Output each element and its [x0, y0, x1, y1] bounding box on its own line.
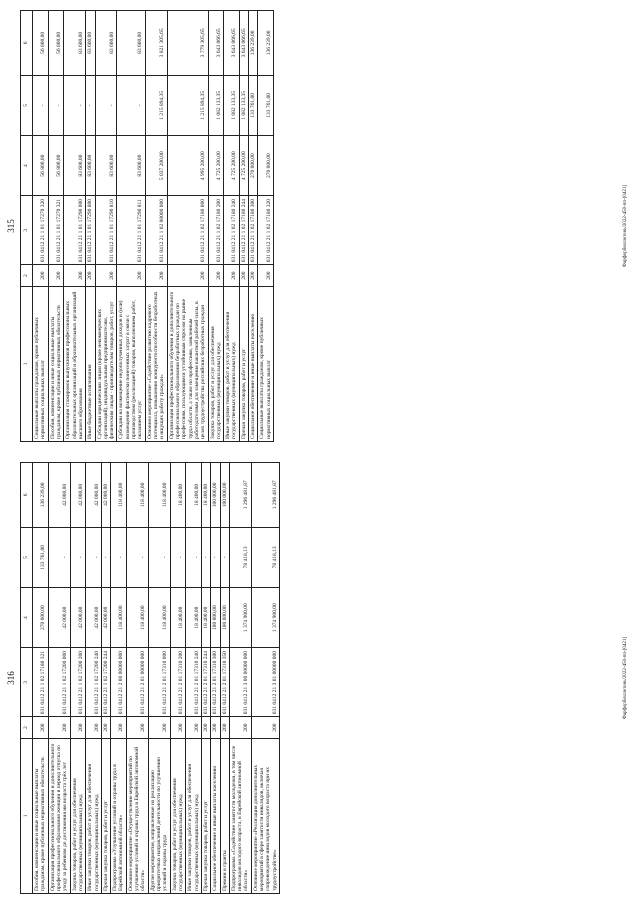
- rotated-page-content: [0, 0, 636, 452]
- remaining-amount-cell: 136 239,00: [258, 11, 274, 76]
- planned-amount-cell: 270 000,00: [258, 136, 274, 196]
- item-name-cell: Социальные выплаты гражданам, кроме публичных нормативных социальных выплат: [33, 286, 49, 441]
- planned-amount-cell: 118 400,00: [126, 588, 148, 648]
- item-name-cell: Основное мероприятие «Осуществление мероприятий по улучшению условий и охраны труда в Еврейской автономной области»: [126, 738, 148, 893]
- column-header: 1: [21, 286, 33, 441]
- remaining-amount-cell: 18 400,00: [201, 463, 210, 528]
- table-row: [117, 11, 145, 442]
- remaining-amount-cell: 56 800,00: [33, 11, 49, 76]
- section-code-cell: 200: [249, 265, 258, 287]
- table-header-row: [21, 11, 33, 442]
- planned-amount-cell: 42 000,00: [86, 588, 102, 648]
- table-row: [33, 463, 49, 894]
- table-row: [101, 463, 110, 894]
- planned-amount-cell: 56 800,00: [48, 136, 64, 196]
- budget-code-cell: 031 0412 21 1 02 17180 320: [258, 196, 274, 265]
- section-code-cell: 200: [220, 717, 229, 739]
- remaining-amount-cell: 1 296 481,87: [251, 463, 279, 528]
- section-code-cell: 200: [258, 265, 274, 287]
- item-name-cell: Социальное обеспечение и иные выплаты населению: [249, 286, 258, 441]
- table-header-row: [21, 463, 33, 894]
- remaining-amount-cell: 118 400,00: [126, 463, 148, 528]
- budget-code-cell: 031 0412 21 1 02 17200 000: [48, 648, 70, 717]
- section-code-cell: 200: [229, 717, 251, 739]
- column-header: 3: [21, 196, 33, 265]
- executed-amount-cell: 1 082 133,35: [208, 75, 224, 135]
- item-name-cell: Подпрограмма «Содействие занятости молодежи, в том числе инвалидов молодого возраста, в Еврейской автономной области»: [229, 738, 251, 893]
- column-header: 1: [21, 738, 33, 893]
- executed-amount-cell: 133 761,00: [249, 75, 258, 135]
- section-code-cell: 200: [86, 717, 102, 739]
- column-header: 2: [21, 717, 33, 739]
- budget-code-cell: 031 0412 21 3 00 00000 000: [229, 648, 251, 717]
- table-row: [186, 463, 202, 894]
- planned-amount-cell: 42 000,00: [101, 588, 110, 648]
- item-name-cell: Иные закупки товаров, работ и услуг для обеспечения государственных (муниципальных) нужд: [186, 738, 202, 893]
- budget-code-cell: 031 0412 21 1 02 17180 300: [249, 196, 258, 265]
- item-name-cell: Социальные выплаты гражданам, кроме публичных нормативных социальных выплат: [258, 286, 274, 441]
- executed-amount-cell: -: [101, 527, 110, 587]
- table-row: [249, 11, 258, 442]
- executed-amount-cell: -: [148, 527, 170, 587]
- item-name-cell: Пособия, компенсации и иные социальные выплаты гражданам, кроме публичных нормативных обязательств: [48, 286, 64, 441]
- budget-table: [20, 462, 280, 894]
- planned-amount-cell: 4 725 200,00: [239, 136, 248, 196]
- section-code-cell: 200: [64, 265, 86, 287]
- section-code-cell: 200: [167, 265, 208, 287]
- budget-code-cell: 031 0412 21 1 02 17180 244: [239, 196, 248, 265]
- item-name-cell: Субсидии юридическим лицам (кроме некоммерческих организаций), индивидуальным предпринимателям, физическим лицам - производителям товаров, работ, услуг: [95, 286, 117, 441]
- table-row: [167, 11, 208, 442]
- remaining-amount-cell: 56 800,00: [48, 11, 64, 76]
- budget-code-cell: 031 0412 21 1 01 17290 000: [64, 196, 86, 265]
- remaining-amount-cell: 42 000,00: [48, 463, 70, 528]
- column-header: 5: [21, 75, 33, 135]
- item-name-cell: Прочая закупка товаров, работ и услуг: [201, 738, 210, 893]
- budget-code-cell: 031 0412 21 2 00 00000 000: [111, 648, 127, 717]
- budget-code-cell: 031 0412 21 2 01 17310 000: [148, 648, 170, 717]
- column-header: 4: [21, 588, 33, 648]
- planned-amount-cell: 100 000,00: [220, 588, 229, 648]
- remaining-amount-cell: 83 600,00: [64, 11, 86, 76]
- item-name-cell: Иные закупки товаров, работ и услуг для обеспечения государственных (муниципальных) нужд: [224, 286, 240, 441]
- remaining-amount-cell: 100 000,00: [211, 463, 220, 528]
- planned-amount-cell: 83 600,00: [95, 136, 117, 196]
- executed-amount-cell: 78 418,13: [229, 527, 251, 587]
- item-name-cell: Организация стажировок выпускников профессиональных образовательных организаций и образовательных организаций высшего образования: [64, 286, 86, 441]
- item-name-cell: Организация профессионального обучения и дополнительного профессионального образования безработных граждан по профессиям, пользующимся устойчивым спросом на рынке труда области, а также по профессиям, заявленным работодателями для замещения вакантной рабочей силы, в целях трудоустройства российских безработных граждан: [167, 286, 208, 441]
- item-name-cell: Прочая закупка товаров, работ и услуг: [239, 286, 248, 441]
- column-header: 5: [21, 527, 33, 587]
- executed-amount-cell: -: [220, 527, 229, 587]
- planned-amount-cell: 118 400,00: [148, 588, 170, 648]
- executed-amount-cell: -: [86, 527, 102, 587]
- executed-amount-cell: 133 761,00: [258, 75, 274, 135]
- section-code-cell: 200: [186, 717, 202, 739]
- section-code-cell: 200: [211, 717, 220, 739]
- column-header: 4: [21, 136, 33, 196]
- executed-amount-cell: -: [48, 75, 64, 135]
- executed-amount-cell: -: [186, 527, 202, 587]
- page-footer: Фарфорбюллетень/2022-450-пп-[0421]: [623, 636, 628, 720]
- section-code-cell: 200: [70, 717, 86, 739]
- section-code-cell: 200: [208, 265, 224, 287]
- section-code-cell: 200: [86, 265, 95, 287]
- budget-code-cell: 031 0412 21 1 02 17180 000: [167, 196, 208, 265]
- table-row: [239, 11, 248, 442]
- section-code-cell: 200: [148, 717, 170, 739]
- budget-code-cell: 031 0412 21 1 02 17180 200: [208, 196, 224, 265]
- planned-amount-cell: 18 400,00: [186, 588, 202, 648]
- table-row: [33, 11, 49, 442]
- section-code-cell: 200: [111, 717, 127, 739]
- budget-code-cell: 031 0412 21 1 01 17270 321: [48, 196, 64, 265]
- section-code-cell: 200: [33, 265, 49, 287]
- table-row: [48, 463, 70, 894]
- remaining-amount-cell: 118 400,00: [148, 463, 170, 528]
- item-name-cell: Закупка товаров, работ и услуг для обеспечения государственных (муниципальных) нужд: [208, 286, 224, 441]
- executed-amount-cell: 133 761,00: [33, 527, 49, 587]
- budget-code-cell: 031 0412 21 1 02 17200 240: [86, 648, 102, 717]
- table-row: [86, 11, 95, 442]
- page-footer: Фарфорбюллетень/2022-450-пп-[0421]: [623, 184, 628, 268]
- executed-amount-cell: -: [117, 75, 145, 135]
- planned-amount-cell: 5 037 200,00: [145, 136, 167, 196]
- executed-amount-cell: 78 418,13: [251, 527, 279, 587]
- budget-code-cell: 031 0412 21 1 02 17200 244: [101, 648, 110, 717]
- budget-code-cell: 031 0412 21 2 01 17310 244: [201, 648, 210, 717]
- table-row: [220, 463, 229, 894]
- section-code-cell: 200: [33, 717, 49, 739]
- remaining-amount-cell: 1 296 481,87: [229, 463, 251, 528]
- budget-code-cell: 031 0412 21 1 01 17290 800: [86, 196, 95, 265]
- planned-amount-cell: 42 000,00: [48, 588, 70, 648]
- budget-code-cell: 031 0412 21 1 01 17290 810: [95, 196, 117, 265]
- planned-amount-cell: 42 000,00: [70, 588, 86, 648]
- budget-code-cell: 031 0412 21 1 02 17180 321: [33, 648, 49, 717]
- executed-amount-cell: 1 215 894,35: [145, 75, 167, 135]
- section-code-cell: 200: [48, 717, 70, 739]
- budget-code-cell: 031 0412 21 1 02 17180 240: [224, 196, 240, 265]
- table-row: [148, 463, 170, 894]
- remaining-amount-cell: 42 000,00: [70, 463, 86, 528]
- budget-code-cell: 031 0412 21 2 01 17310 300: [211, 648, 220, 717]
- item-name-cell: Подпрограмма «Улучшение условий и охраны труда в Еврейской автономной области»: [111, 738, 127, 893]
- table-row: [86, 463, 102, 894]
- item-name-cell: Другие мероприятия, направленные на реализацию приоритетных направлений деятельности по улучшению условий и охраны труда: [148, 738, 170, 893]
- planned-amount-cell: 83 600,00: [64, 136, 86, 196]
- planned-amount-cell: 100 000,00: [211, 588, 220, 648]
- section-code-cell: 200: [224, 265, 240, 287]
- section-code-cell: 200: [239, 265, 248, 287]
- section-code-cell: 200: [117, 265, 145, 287]
- remaining-amount-cell: 3 643 066,65: [224, 11, 240, 76]
- item-name-cell: Иные бюджетные ассигнования: [86, 286, 95, 441]
- budget-code-cell: 031 0412 21 3 01 00000 000: [251, 648, 279, 717]
- table-row: [145, 11, 167, 442]
- remaining-amount-cell: 136 239,00: [33, 463, 49, 528]
- remaining-amount-cell: 3 643 066,65: [208, 11, 224, 76]
- planned-amount-cell: 118 400,00: [111, 588, 127, 648]
- item-name-cell: Иные закупки товаров, работ и услуг для обеспечения государственных (муниципальных) нужд: [86, 738, 102, 893]
- document-page-315: [0, 0, 636, 452]
- column-header: 3: [21, 648, 33, 717]
- section-code-cell: 200: [251, 717, 279, 739]
- executed-amount-cell: -: [86, 75, 95, 135]
- executed-amount-cell: -: [201, 527, 210, 587]
- table-row: [95, 11, 117, 442]
- budget-table: [20, 10, 274, 442]
- remaining-amount-cell: 136 239,00: [249, 11, 258, 76]
- column-header: 6: [21, 463, 33, 528]
- planned-amount-cell: 18 400,00: [201, 588, 210, 648]
- executed-amount-cell: 1 082 133,35: [239, 75, 248, 135]
- executed-amount-cell: 1 215 894,35: [167, 75, 208, 135]
- executed-amount-cell: -: [33, 75, 49, 135]
- planned-amount-cell: 4 725 200,00: [208, 136, 224, 196]
- remaining-amount-cell: 3 821 305,65: [145, 11, 167, 76]
- budget-code-cell: 031 0412 21 1 02 00000 000: [145, 196, 167, 265]
- table-row: [224, 11, 240, 442]
- budget-code-cell: 031 0412 21 1 01 17270 320: [33, 196, 49, 265]
- budget-code-cell: 031 0412 21 2 01 17310 200: [170, 648, 186, 717]
- executed-amount-cell: -: [126, 527, 148, 587]
- table-row: [201, 463, 210, 894]
- budget-code-cell: 031 0412 21 1 01 17290 811: [117, 196, 145, 265]
- item-name-cell: Прочая закупка товаров, работ и услуг: [101, 738, 110, 893]
- column-header: 2: [21, 265, 33, 287]
- remaining-amount-cell: 42 000,00: [86, 463, 102, 528]
- executed-amount-cell: -: [70, 527, 86, 587]
- table-row: [170, 463, 186, 894]
- rotated-page-content: [0, 452, 636, 904]
- planned-amount-cell: 270 000,00: [249, 136, 258, 196]
- executed-amount-cell: -: [64, 75, 86, 135]
- item-name-cell: Закупка товаров, работ и услуг для обеспечения государственных (муниципальных) нужд: [70, 738, 86, 893]
- remaining-amount-cell: 83 600,00: [117, 11, 145, 76]
- remaining-amount-cell: 83 600,00: [95, 11, 117, 76]
- budget-code-cell: 031 0412 21 2 01 00000 000: [126, 648, 148, 717]
- section-code-cell: 200: [201, 717, 210, 739]
- table-row: [208, 11, 224, 442]
- remaining-amount-cell: 3 779 305,65: [167, 11, 208, 76]
- planned-amount-cell: 4 995 200,00: [167, 136, 208, 196]
- remaining-amount-cell: 118 400,00: [111, 463, 127, 528]
- planned-amount-cell: 1 374 900,00: [251, 588, 279, 648]
- planned-amount-cell: 270 000,00: [33, 588, 49, 648]
- planned-amount-cell: 83 600,00: [117, 136, 145, 196]
- budget-code-cell: 031 0412 21 2 01 17310 350: [220, 648, 229, 717]
- planned-amount-cell: 4 725 200,00: [224, 136, 240, 196]
- section-code-cell: 200: [95, 265, 117, 287]
- item-name-cell: Премии и гранты: [220, 738, 229, 893]
- remaining-amount-cell: 18 400,00: [170, 463, 186, 528]
- section-code-cell: 200: [170, 717, 186, 739]
- remaining-amount-cell: 42 000,00: [101, 463, 110, 528]
- section-code-cell: 200: [101, 717, 110, 739]
- page-number: 316: [6, 671, 16, 685]
- column-header: 6: [21, 11, 33, 76]
- table-row: [126, 463, 148, 894]
- table-row: [229, 463, 251, 894]
- executed-amount-cell: -: [48, 527, 70, 587]
- executed-amount-cell: -: [95, 75, 117, 135]
- budget-code-cell: 031 0412 21 1 02 17200 200: [70, 648, 86, 717]
- remaining-amount-cell: 18 400,00: [186, 463, 202, 528]
- planned-amount-cell: 1 374 900,00: [229, 588, 251, 648]
- executed-amount-cell: 1 082 133,35: [224, 75, 240, 135]
- remaining-amount-cell: 100 000,00: [220, 463, 229, 528]
- planned-amount-cell: 18 400,00: [170, 588, 186, 648]
- table-row: [251, 463, 279, 894]
- table-row: [211, 463, 220, 894]
- section-code-cell: 200: [126, 717, 148, 739]
- table-row: [111, 463, 127, 894]
- executed-amount-cell: -: [211, 527, 220, 587]
- executed-amount-cell: -: [111, 527, 127, 587]
- table-row: [70, 463, 86, 894]
- table-row: [48, 11, 64, 442]
- item-name-cell: Основное мероприятие «Содействие развитию кадрового потенциала, повышению конкурентоспособности безработных и ищущих работу граждан»: [145, 286, 167, 441]
- item-name-cell: Закупка товаров, работ и услуг для обеспечения государственных (муниципальных) нужд: [170, 738, 186, 893]
- item-name-cell: Социальное обеспечение и иные выплаты населению: [211, 738, 220, 893]
- executed-amount-cell: -: [170, 527, 186, 587]
- item-name-cell: Организация профессионального обучения и дополнительного профессионального образования женщин в период отпуска по уходу за ребенком до достижения им возраста трёх лет: [48, 738, 70, 893]
- item-name-cell: Пособия, компенсации и иные социальные выплаты гражданам, кроме публичных нормативных обязательств: [33, 738, 49, 893]
- section-code-cell: 200: [48, 265, 64, 287]
- remaining-amount-cell: 83 600,00: [86, 11, 95, 76]
- page-number: 315: [6, 219, 16, 233]
- planned-amount-cell: 83 600,00: [86, 136, 95, 196]
- budget-code-cell: 031 0412 21 2 01 17310 240: [186, 648, 202, 717]
- item-name-cell: Основное мероприятие «Реализация дополнительных мероприятий в сфере занятости инвалидов, включая сопровождение инвалидов молодого возраста при их трудоустройстве»: [251, 738, 279, 893]
- table-row: [64, 11, 86, 442]
- item-name-cell: Субсидии на возмещение недополученных доходов и (или) возмещение фактически понесенных затрат в связи с производством (реализацией) товаров, выполнением работ, оказанием услуг: [117, 286, 145, 441]
- section-code-cell: 200: [145, 265, 167, 287]
- planned-amount-cell: 56 800,00: [33, 136, 49, 196]
- document-page-316: [0, 452, 636, 904]
- table-row: [258, 11, 274, 442]
- remaining-amount-cell: 3 643 066,65: [239, 11, 248, 76]
